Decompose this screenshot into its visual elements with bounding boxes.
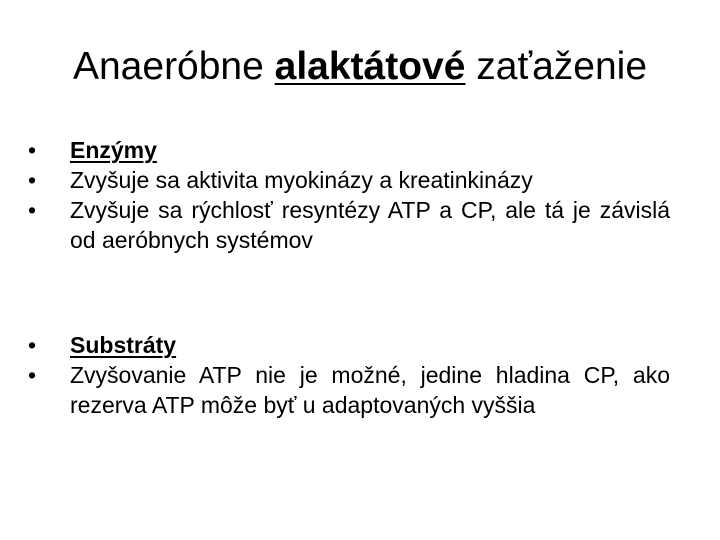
- title-emphasis: alaktátové: [274, 45, 466, 88]
- list-item-text: Zvyšovanie ATP nie je možné, jedine hladina CP, ako rezerva ATP môže byť u adaptovaných vyššia: [70, 362, 670, 418]
- list-item-text: Zvyšuje sa aktivita myokinázy a kreatinkinázy: [70, 167, 533, 193]
- list-item: [28, 360, 670, 420]
- list-item: [28, 165, 670, 195]
- bullet-icon: •: [28, 332, 37, 358]
- section-heading-substrates: Substráty: [70, 332, 177, 358]
- bullet-icon: •: [28, 362, 37, 388]
- bullet-icon: •: [28, 137, 37, 163]
- bullet-list-enzymes: [28, 135, 670, 255]
- list-item: [28, 330, 670, 360]
- list-item-text: Zvyšuje sa rýchlosť resyntézy ATP a CP, ale tá je závislá od aeróbnych systémov: [70, 197, 670, 253]
- slide-title: [0, 40, 720, 94]
- title-text-start: Anaeróbne: [72, 45, 275, 88]
- list-item: [28, 195, 670, 255]
- bullet-icon: •: [28, 167, 37, 193]
- bullet-icon: •: [28, 197, 37, 223]
- title-text-end: zaťaženie: [465, 45, 648, 88]
- bullet-list-substrates: [28, 330, 670, 420]
- section-heading-enzymes: Enzýmy: [70, 137, 157, 163]
- list-item: [28, 135, 670, 165]
